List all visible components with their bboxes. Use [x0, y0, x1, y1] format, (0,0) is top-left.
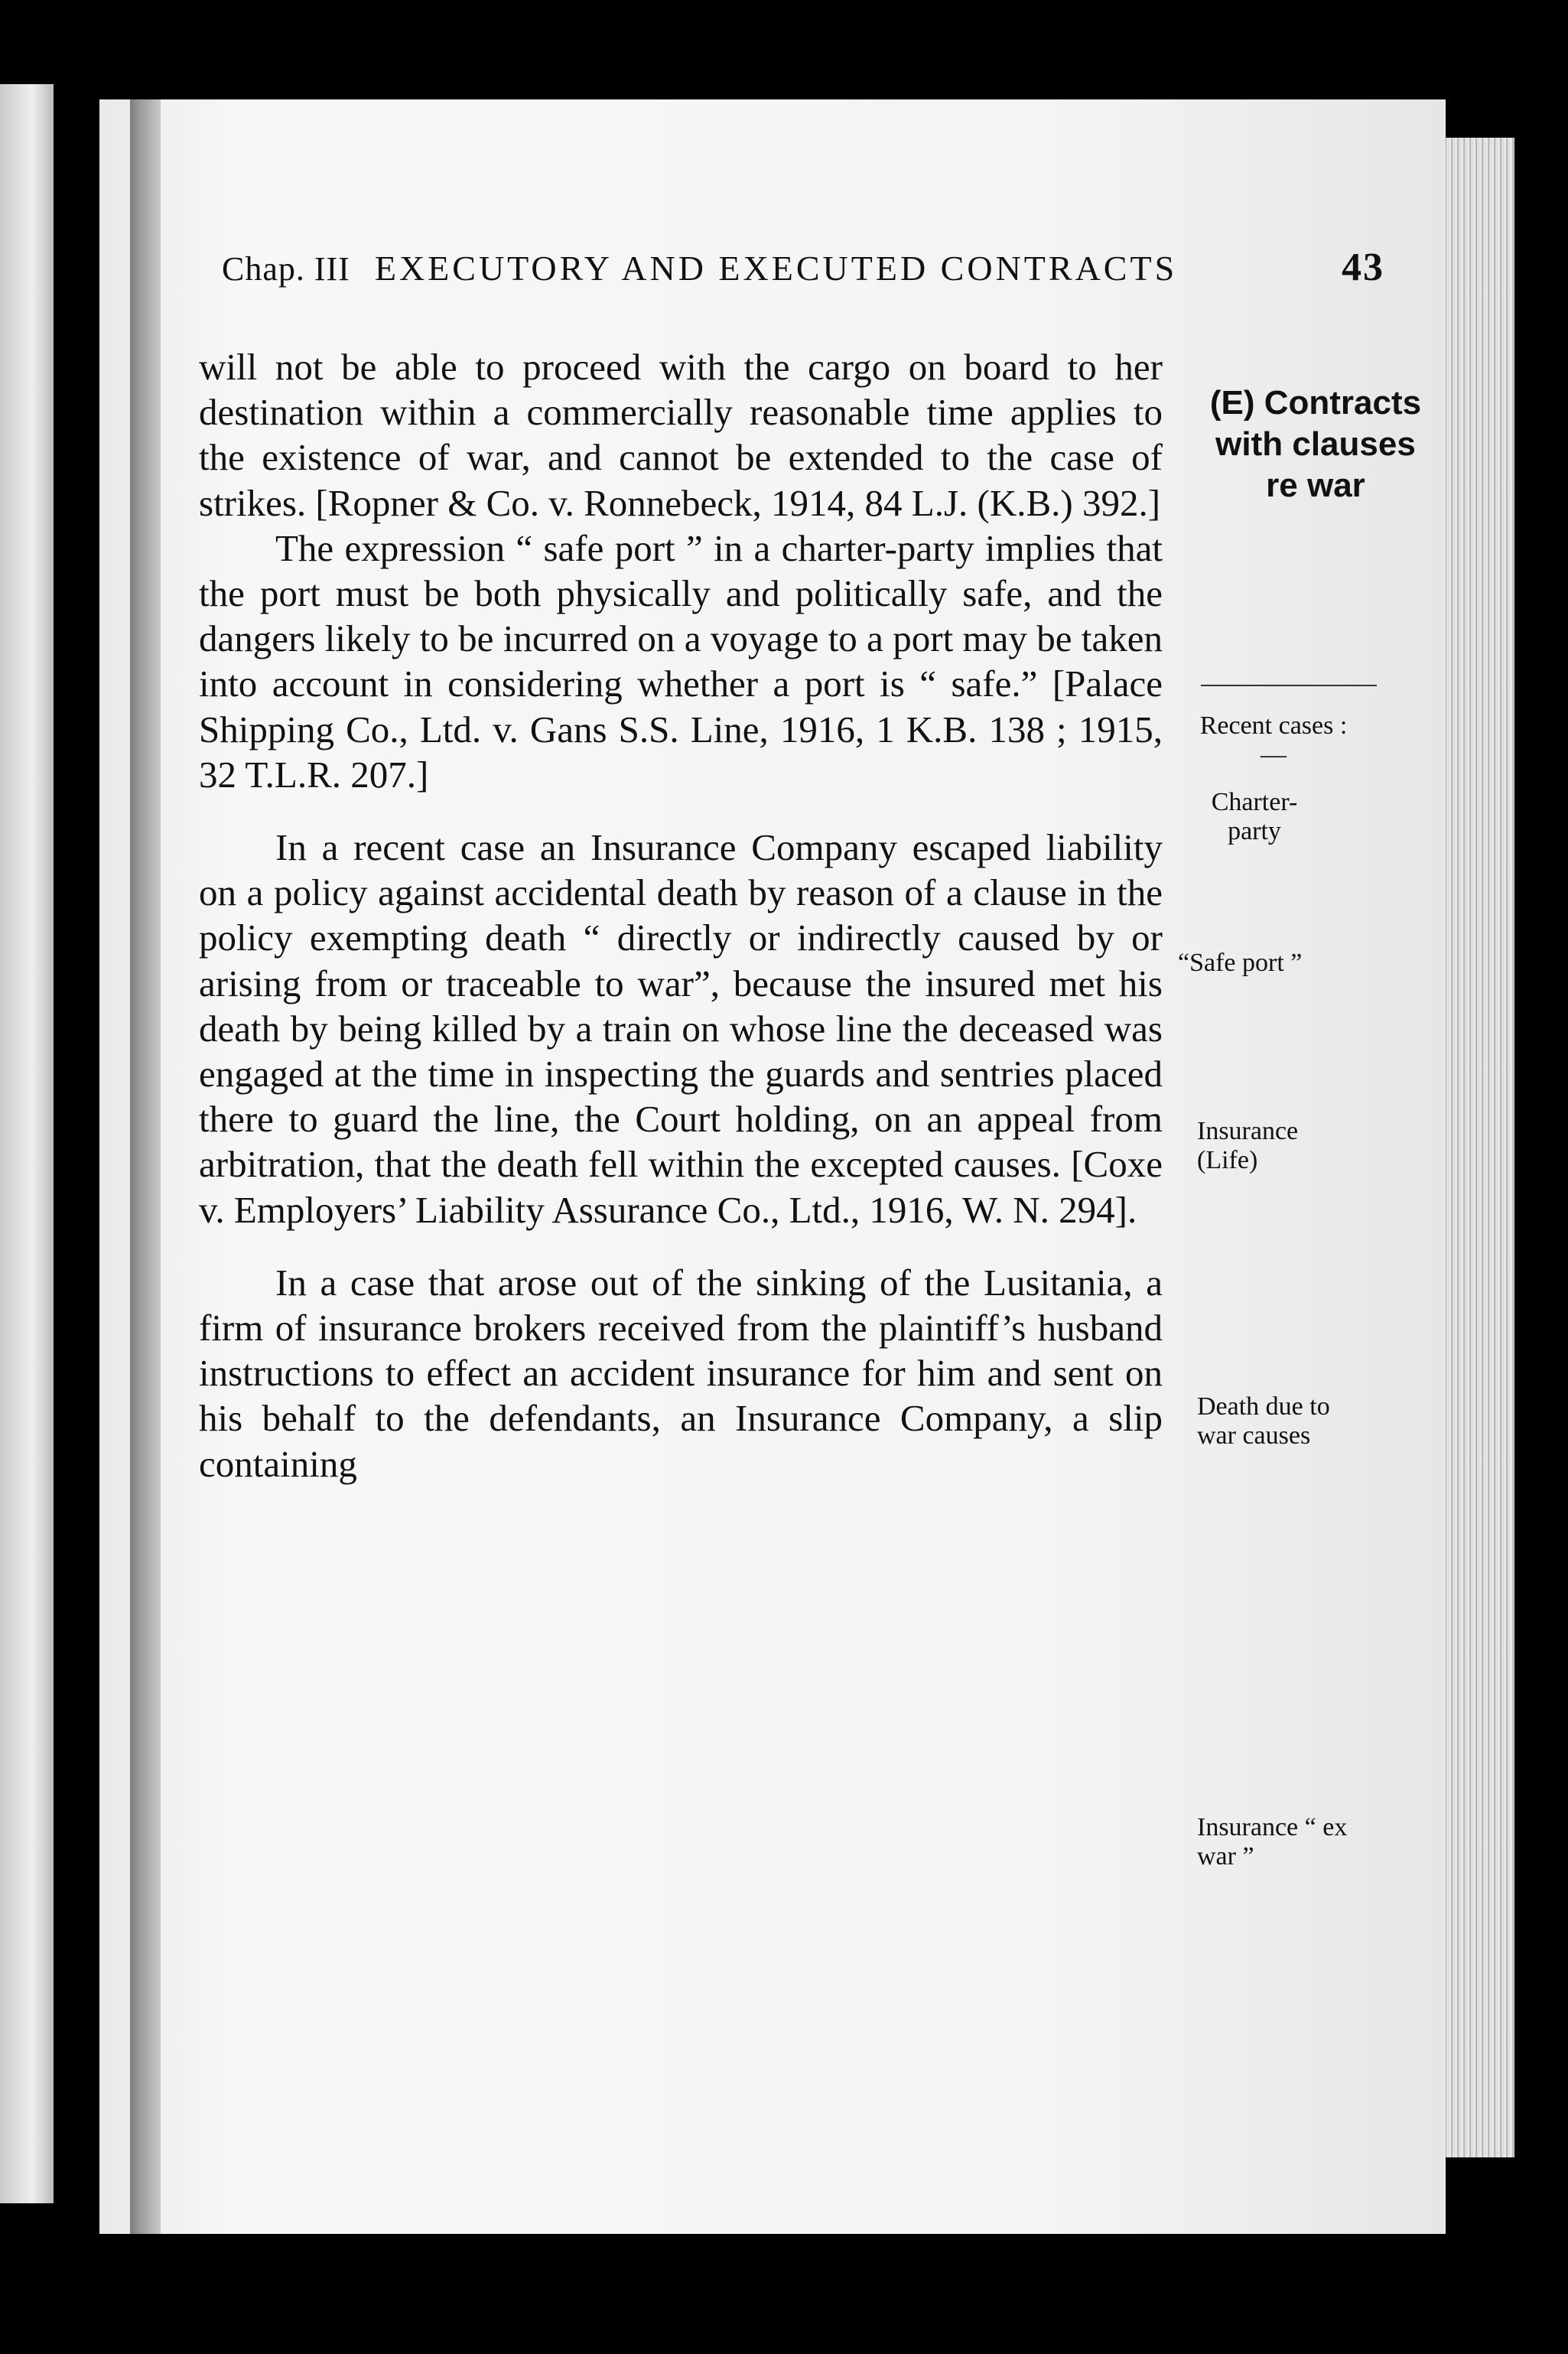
- page-number: 43: [1342, 246, 1384, 289]
- book-page: [99, 99, 1446, 2234]
- margin-note-recent: Recent cases :—: [1199, 711, 1348, 769]
- margin-note-section: (E) Contracts with clauses re war: [1209, 384, 1422, 504]
- paragraph: will not be able to proceed with the cargo on board to her destination within a commercially reasonable time applies to the existence of war, and cannot be extended to the case of strikes. [Ropner & Co. v. Ronnebeck, 1914, 84 L.J. (K.B.) 392.]: [199, 346, 1163, 524]
- page-gutter: [130, 99, 161, 2234]
- margin-note-insurance-ex-war: Insurance “ ex war ”: [1197, 1813, 1348, 1871]
- chapter-label: Chap. III: [222, 250, 350, 288]
- margin-note-safe-port: “Safe port ”: [1178, 949, 1303, 977]
- header-title: EXECUTORY AND EXECUTED CONTRACTS: [374, 249, 1178, 288]
- margin-note-insurance-life: Insurance (Life): [1197, 1117, 1299, 1174]
- running-header: [222, 245, 1384, 306]
- paragraph: In a case that arose out of the sinking of the Lusitania, a firm of insurance brokers received from the plaintiff’s husband instructions to effect an accident insurance for him and sent on his behalf to the defendants, an Insurance Company, a slip containing: [199, 1261, 1163, 1485]
- paragraph: In a recent case an Insurance Company escaped liability on a policy against accidental death by reason of a clause in the policy exempting death “ directly or indirectly caused by or arising from or traceable to war”, because the insured met his death by being killed by a train on whose line the deceased was engaged at the time in inspecting the guards and sentries placed there to guard the line, the Court holding, on an appeal from arbitration, that the death fell within the excepted causes. [Coxe v. Employers’ Liability Assurance Co., Ltd., 1916, W. N. 294].: [199, 826, 1163, 1231]
- margin-note-charter: Charter-party: [1211, 788, 1298, 845]
- facing-page-edge: [0, 84, 54, 2203]
- body-text: [199, 344, 1163, 1486]
- margin-rule: [1201, 685, 1377, 686]
- paragraph: The expression “ safe port ” in a charter-party implies that the port must be both physically and politically safe, and the dangers likely to be incurred on a voyage to a port may be taken into account in considering whether a port is “ safe.” [Palace Shipping Co., Ltd. v. Gans S.S. Line, 1916, 1 K.B. 138 ; 1915, 32 T.L.R. 207.]: [199, 526, 1163, 796]
- margin-note-death-war: Death due to war causes: [1197, 1392, 1330, 1450]
